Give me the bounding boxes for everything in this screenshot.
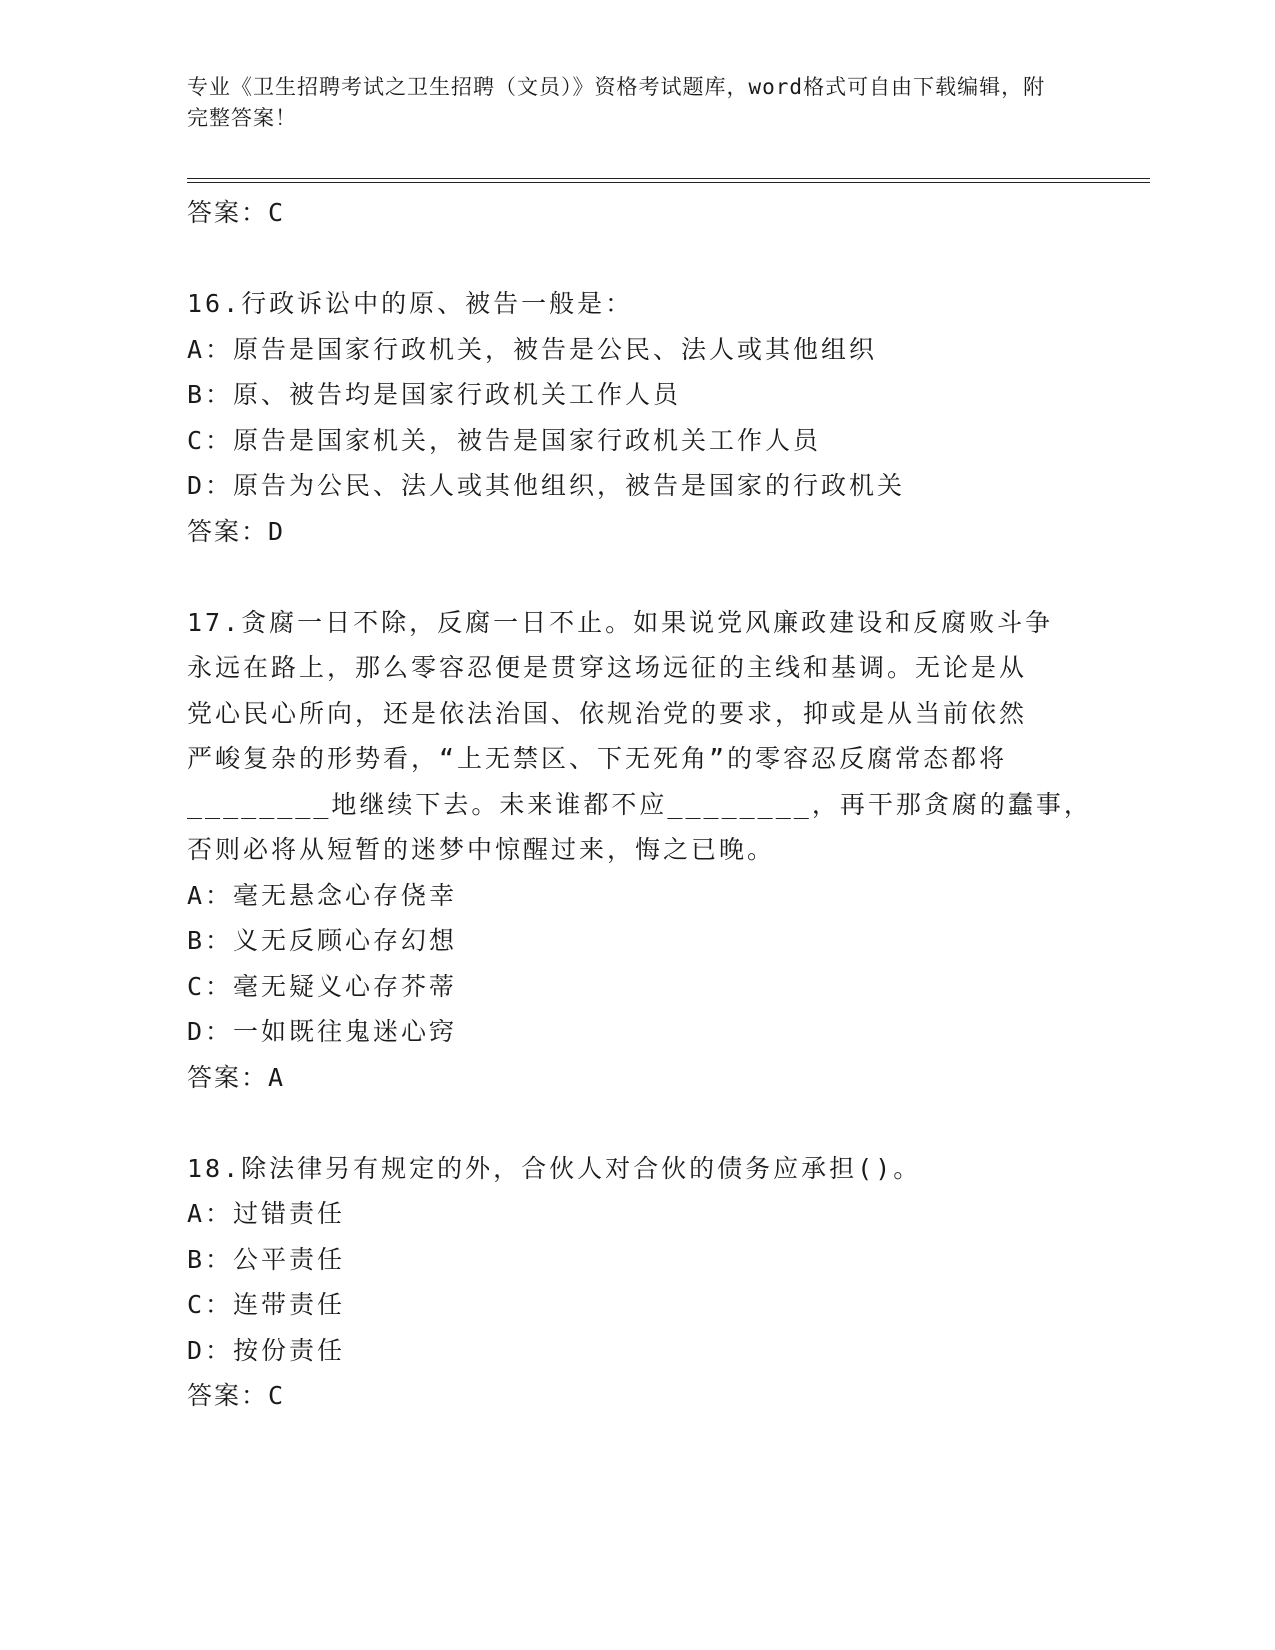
option-a: A：过错责任 <box>187 1199 346 1228</box>
option-c: C：原告是国家机关，被告是国家行政机关工作人员 <box>187 425 822 455</box>
question-stem: 严峻复杂的形势看，“上无禁区、下无死角”的零容忍反腐常态都将 <box>187 744 1008 773</box>
option-a: A：毫无悬念心存侥幸 <box>187 880 458 910</box>
option-c: C：毫无疑义心存芥蒂 <box>187 971 458 1001</box>
answer-line: 答案：C <box>187 1381 286 1410</box>
spacer <box>187 236 1087 282</box>
answer-line: 答案：A <box>187 1062 286 1092</box>
question-18 <box>187 1146 1087 1419</box>
question-stem: 17.贪腐一日不除，反腐一日不止。如果说党风廉政建设和反腐败斗争 <box>187 607 1054 637</box>
option-d: D：一如既往鬼迷心窍 <box>187 1017 458 1046</box>
answer-line: 答案：C <box>187 198 286 227</box>
option-d: D：原告为公民、法人或其他组织，被告是国家的行政机关 <box>187 471 906 500</box>
document-header: 专业《卫生招聘考试之卫生招聘（文员）》资格考试题库，word格式可自由下载编辑，附完整答案！ <box>187 75 1046 130</box>
header-rule-top <box>187 178 1150 179</box>
header-rule-bottom <box>187 182 1150 183</box>
option-d: D：按份责任 <box>187 1335 346 1365</box>
answer-line: 答案：D <box>187 516 286 546</box>
option-b: B：原、被告均是国家行政机关工作人员 <box>187 380 682 409</box>
question-stem: 18.除法律另有规定的外，合伙人对合伙的债务应承担()。 <box>187 1153 922 1183</box>
option-b: B：公平责任 <box>187 1244 346 1274</box>
question-17 <box>187 600 1092 1101</box>
question-stem: 永远在路上，那么零容忍便是贯穿这场远征的主线和基调。无论是从 <box>187 653 1028 682</box>
question-stem: ________地继续下去。未来谁都不应________，再干那贪腐的蠢事， <box>187 789 1092 819</box>
option-b: B：义无反顾心存幻想 <box>187 926 458 955</box>
spacer <box>187 554 1087 600</box>
question-stem: 否则必将从短暂的迷梦中惊醒过来，悔之已晚。 <box>187 835 776 864</box>
question-16 <box>187 281 1087 554</box>
question-stem: 16.行政诉讼中的原、被告一般是： <box>187 289 634 318</box>
question-stem: 党心民心所向，还是依法治国、依规治党的要求，抑或是从当前依然 <box>187 698 1028 728</box>
option-c: C：连带责任 <box>187 1290 346 1319</box>
option-a: A：原告是国家行政机关，被告是公民、法人或其他组织 <box>187 334 878 364</box>
spacer <box>187 1100 1087 1146</box>
question-list <box>187 190 1092 1419</box>
